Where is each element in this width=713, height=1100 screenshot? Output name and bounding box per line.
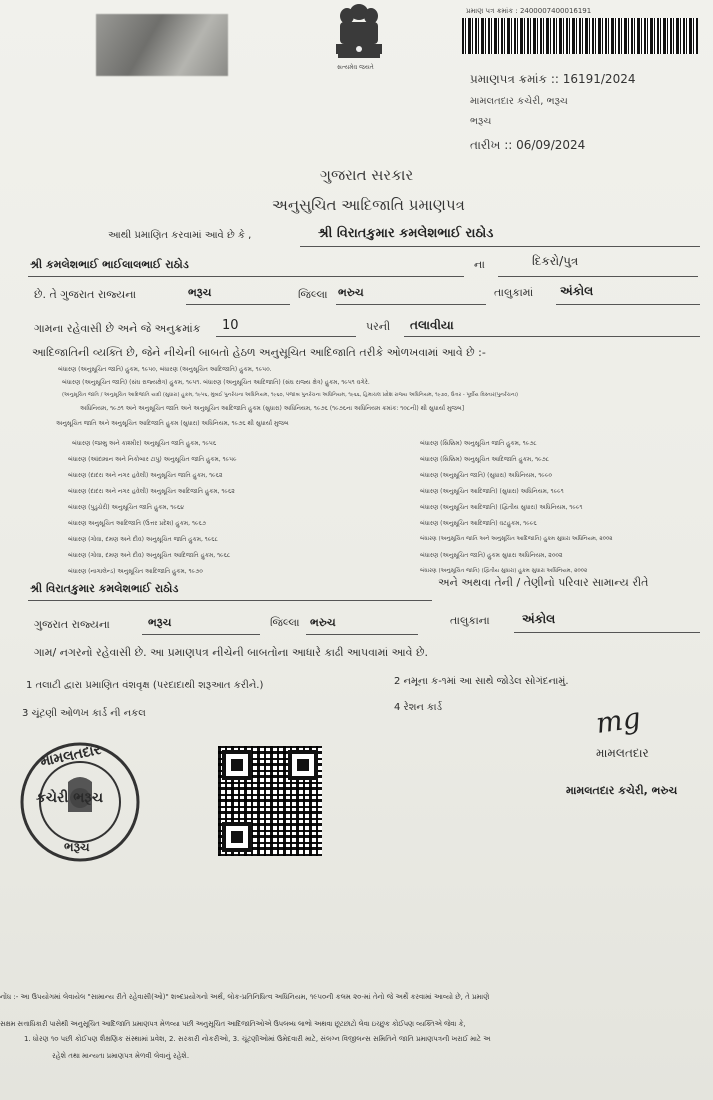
taluka-line (556, 304, 700, 305)
order-top-3: (અનુસૂચિત જાતિ / અનુસૂચિત આદિજાતિ યાદી (સુધારા) હુકમ, ૧૯૫૬, મુંબઈ પુનર્રચના અધિનિયમ, ૧૯૬૦, પંજાબ પુનર્રચના અધિનિયમ, ૧૯૬૬, હિમાચલ પ્રદેશ રાજ્ય અધિનિયમ, ૧૯૭૦, ઉત્તર - પૂર્વીય વિસ્તાર(પુનર્રચના) (62, 392, 519, 398)
qr-finder-top-right (288, 750, 318, 780)
relation-line (498, 276, 698, 277)
order-right-2: બંધારણ (સિક્કિમ) અનુસૂચિત આદિજાતિ હુકમ, ૧૯૭૮ (420, 456, 550, 463)
village-name: તલાવીયા (410, 318, 454, 332)
document-item-3: 3 ચૂંટણી ઓળખ કાર્ડ ની નકલ (22, 708, 146, 719)
order-right-5: બંધારણ (અનુસૂચિત આદિજાતિ) (દ્વિતીય સુધારા) અધિનિયમ, ૧૯૯૧ (420, 504, 583, 511)
taluka-label: તાલુકામાં (494, 286, 534, 299)
order-right-7: બંધારણ (અનુસૂચિત જાતિ અને અનુસૂચિત આદિજાતિ) હુકમ સુધારા અધિનિયમ, ૨૦૦૨ (420, 536, 613, 542)
taluka2-line (514, 632, 700, 633)
taluka-name: અંકોલ (560, 284, 594, 298)
serial-number: 10 (222, 318, 239, 333)
order-top-4: અધિનિયમ, ૧૯૭૧ અને અનુસૂચિત જાતિ અને અનુસૂચિત આદિજાતિ હુકમ (સુધારા) અધિનિયમ, ૧૯૭૬ (૧૯૭૬ના અધિનિયમ ક્રમાંક: ૧૦૮ની) થી સુધાર્યા મુજબ] (80, 405, 465, 412)
order-left-2: બંધારણ (આંદામાન અને નિકોબાર ટાપુ) અનુસૂચિત જાતિ હુકમ, ૧૯૫૯ (68, 456, 237, 463)
footer-line-2: સક્ષમ સત્તાધિકારી પાસેથી અનુસૂચિત આદિજાતિ પ્રમાણપત્ર મેળવ્યા પછી અનુસૂચિત આદિજાતિઓએ ઉપલબ્ધ લાભો અથવા છૂટછાટો લેવા ઇચ્છુક કોઈપણ વ્યક્તિએ જેવા કે, (0, 1020, 466, 1028)
district-2-line (336, 304, 486, 305)
govt-title: ગુજરાત સરકાર (320, 166, 414, 184)
signatory-office: મામલતદાર કચેરી, ભરુચ (566, 784, 678, 797)
of-label: ના (474, 258, 485, 271)
issuing-place: ભરૂચ (470, 116, 492, 127)
national-emblem-icon (328, 0, 390, 74)
village-line (404, 336, 700, 337)
order-left-7: બંધારણ (ગોવા, દમણ અને દીવ) અનુસૂચિત જાતિ હુકમ, ૧૯૬૮ (68, 536, 218, 543)
district2-name: ભરૂચ (148, 616, 172, 629)
certificate-number: પ્રમાણપત્ર ક્રમાંક :: 16191/2024 (470, 72, 636, 86)
order-right-4: બંધારણ (અનુસૂચિત આદિજાતિ) (સુધારા) અધિનિયમ, ૧૯૯૧ (420, 488, 564, 495)
district-name-2: ભરુચ (338, 286, 364, 299)
relation: દિકરો/પુત્ર (532, 254, 579, 268)
district-name: ભરૂચ (188, 286, 212, 299)
issuing-office: મામલતદાર કચેરી, ભરૂચ (470, 96, 568, 107)
footer-note: નોંધ :- આ ઉપયોગમાં લેવાયેલ "સામાન્ય રીતે રહેવાસી(ઓ)" શબ્દપ્રયોગનો અર્થ, લોક-પ્રતિનિધિત્વ અધિનિયમ, ૧૯૫૦ની કલમ ૨૦-માં તેનો જે અર્થે કરવામાં આવ્યો છે, તે પ્રમાણે (0, 993, 490, 1001)
district2-b-line (306, 634, 418, 635)
village-label: પરની (366, 320, 391, 333)
state2-prefix: ગુજરાત રાજ્યના (34, 618, 110, 631)
holder-name-line (300, 246, 700, 247)
holder-name-2: શ્રી વિરાતકુમાર કમલેશભાઈ રાઠોડ (30, 582, 179, 595)
order-left-1: બંધારણ (જમ્મુ અને કાશ્મીર) અનુસૂચિત જાતિ હુકમ, ૧૯૫૬ (72, 440, 217, 447)
tribe-line: આદિજાતિની વ્યક્તિ છે, જેને નીચેની બાબતો હેઠળ અનુસૂચિત આદિજાતિ તરીકે ઓળખવામાં આવે છે :- (32, 346, 486, 359)
document-item-4: 4 રેશન કાર્ડ (394, 702, 443, 713)
district-line (186, 304, 290, 305)
order-left-5: બંધારણ (પુડુચેરી) અનુસૂચિત જાતિ હુકમ, ૧૯૬૪ (68, 504, 185, 511)
qr-finder-bottom-left (222, 822, 252, 852)
holder-name-2-line (28, 600, 432, 601)
certify-prefix: આથી પ્રમાણિત કરવામાં આવે છે કે , (108, 230, 252, 241)
order-left-8: બંધારણ (ગોવા, દમણ અને દીવ) અનુસૂચિત આદિજાતિ હુકમ, ૧૯૬૮ (68, 552, 231, 559)
order-right-8: બંધારણ (અનુસૂચિત જાતિ) હુકમ સુધારા અધિનિયમ, ૨૦૦૨ (420, 552, 563, 559)
emblem-caption: સત્યમેવ જયતે (337, 64, 374, 71)
issue-date: તારીખ :: 06/09/2024 (470, 138, 586, 152)
footer-line-4: રહેશે તથા માન્યતા પ્રમાણપત્ર મેળવી લેવાનું રહેશે. (52, 1052, 190, 1060)
order-left-4: બંધારણ (દાદરા અને નગર હવેલી) અનુસૂચિત આદિજાતિ હુકમ, ૧૯૬૨ (68, 488, 235, 495)
applicant-photo (96, 14, 228, 76)
seal-bottom-text: ભરૂચ (64, 840, 90, 854)
serial-line (216, 336, 356, 337)
state-prefix: છે. તે ગુજરાત રાજ્યના (34, 288, 137, 301)
order-top-5: અનુસૂચિત જાતિ અને અનુસૂચિત આદિજાતિ હુકમ (સુધારા) અધિનિયમ, ૧૯૭૬ થી સુધાર્યા મુજબ (56, 420, 289, 427)
seal-top-text: મામલતદાર (39, 741, 103, 771)
order-right-1: બંધારણ (સિક્કિમ) અનુસૂચિત જાતિ હુકમ, ૧૯૭૮ (420, 440, 537, 447)
holder-name: શ્રી વિરાતકુમાર કમલેશભાઈ રાઠોડ (318, 226, 494, 241)
barcode-label: પ્રમાણ પત્ર ક્રમાંક : 2400007400016191 (466, 7, 592, 15)
taluka2-name: અંકોલ (522, 612, 556, 626)
order-left-3: બંધારણ (દાદરા અને નગર હવેલી) અનુસૂચિત જાતિ હુકમ, ૧૯૬૨ (68, 472, 223, 479)
order-right-9: બંધારણ (અનુસૂચિત જાતિ) (દ્વિતીય સુધારા) હુકમ સુધારા અધિનિયમ, ૨૦૦૨ (420, 568, 588, 574)
district2-name-b: ભરુચ (310, 616, 336, 629)
order-left-6: બંધારણ અનુસૂચિત આદિજાતિ (ઉત્તર પ્રદેશ) હુકમ, ૧૯૬૭ (68, 520, 206, 527)
district2-label: જિલ્લા (270, 616, 300, 629)
father-name-line (28, 276, 464, 277)
signature-mark: mg (593, 701, 643, 740)
order-left-9: બંધારણ (નાગાલેન્ડ) અનુસૂચિત આદિજાતિ હુકમ, ૧૯૭૦ (68, 568, 203, 575)
district2-line (142, 634, 260, 635)
order-top-2: બંધારણ (અનુસૂચિત જાતિ) (સંઘ રાજ્યક્ષેત્ર) હુકમ, ૧૯૫૧. બંધારણ (અનુસૂચિત આદિજાતિ) (સંઘ રાજ્ય ક્ષેત્ર) હુકમ, ૧૯૫૧ વગેરે. (62, 379, 370, 386)
order-top-1: બંધારણ (અનુસૂચિત જાતિ) હુકમ, ૧૯૫૦, બંધારણ (અનુસૂચિત આદિજાતિ) હુકમ, ૧૯૫૦. (58, 366, 272, 373)
district-label: જિલ્લા (298, 288, 328, 301)
basis-line: ગામ/ નગરનો રહેવાસી છે. આ પ્રમાણપત્ર નીચેની બાબતોના આધારે કાઢી આપવામાં આવે છે. (34, 646, 429, 659)
document-item-1: 1 તલાટી દ્વારા પ્રમાણિત વંશવૃક્ષ (પરદાદાથી શરૂઆત કરીને.) (26, 680, 264, 691)
order-right-6: બંધારણ (અનુસૂચિત આદિજાતિ) વટહુકમ, ૧૯૯૬ (420, 520, 537, 527)
qr-code (218, 746, 322, 856)
family-line: અને અથવા તેની / તેણીનો પરિવાર સામાન્ય રીતે (438, 576, 649, 589)
qr-finder-top-left (222, 750, 252, 780)
father-name: શ્રી કમલેશભાઈ ભાઈલાલભાઈ રાઠોડ (30, 258, 189, 271)
order-right-3: બંધારણ (અનુસૂચિત જાતિ) (સુધારા) અધિનિયમ, ૧૯૯૦ (420, 472, 552, 479)
village-prefix: ગામના રહેવાસી છે અને જે અનુક્રમાંક (34, 322, 201, 335)
certificate-title: અનુસુચિત આદિજાતિ પ્રમાણપત્ર (272, 196, 465, 214)
signatory-designation: મામલતદાર (596, 746, 649, 760)
document-item-2: 2 નમૂના ક-૧માં આ સાથે જોડેલ સોગંદનામું. (394, 676, 569, 687)
seal-middle-text: કચેરી ભરૂચ (36, 790, 104, 806)
barcode (462, 18, 698, 54)
taluka2-label: તાલુકાના (450, 614, 490, 627)
footer-line-3: 1. ધોરણ ૧૦ પછી કોઈપણ શૈક્ષણિક સંસ્થામાં પ્રવેશ, 2. સરકારી નોકરીઓ, 3. ચૂંટણીઓમાં ઉમેદવારી માટે, સંલગ્ન વિજીલન્સ સમિતિને જાતિ પ્રમાણપત્રની ખરાઈ માટે અ (24, 1035, 491, 1043)
